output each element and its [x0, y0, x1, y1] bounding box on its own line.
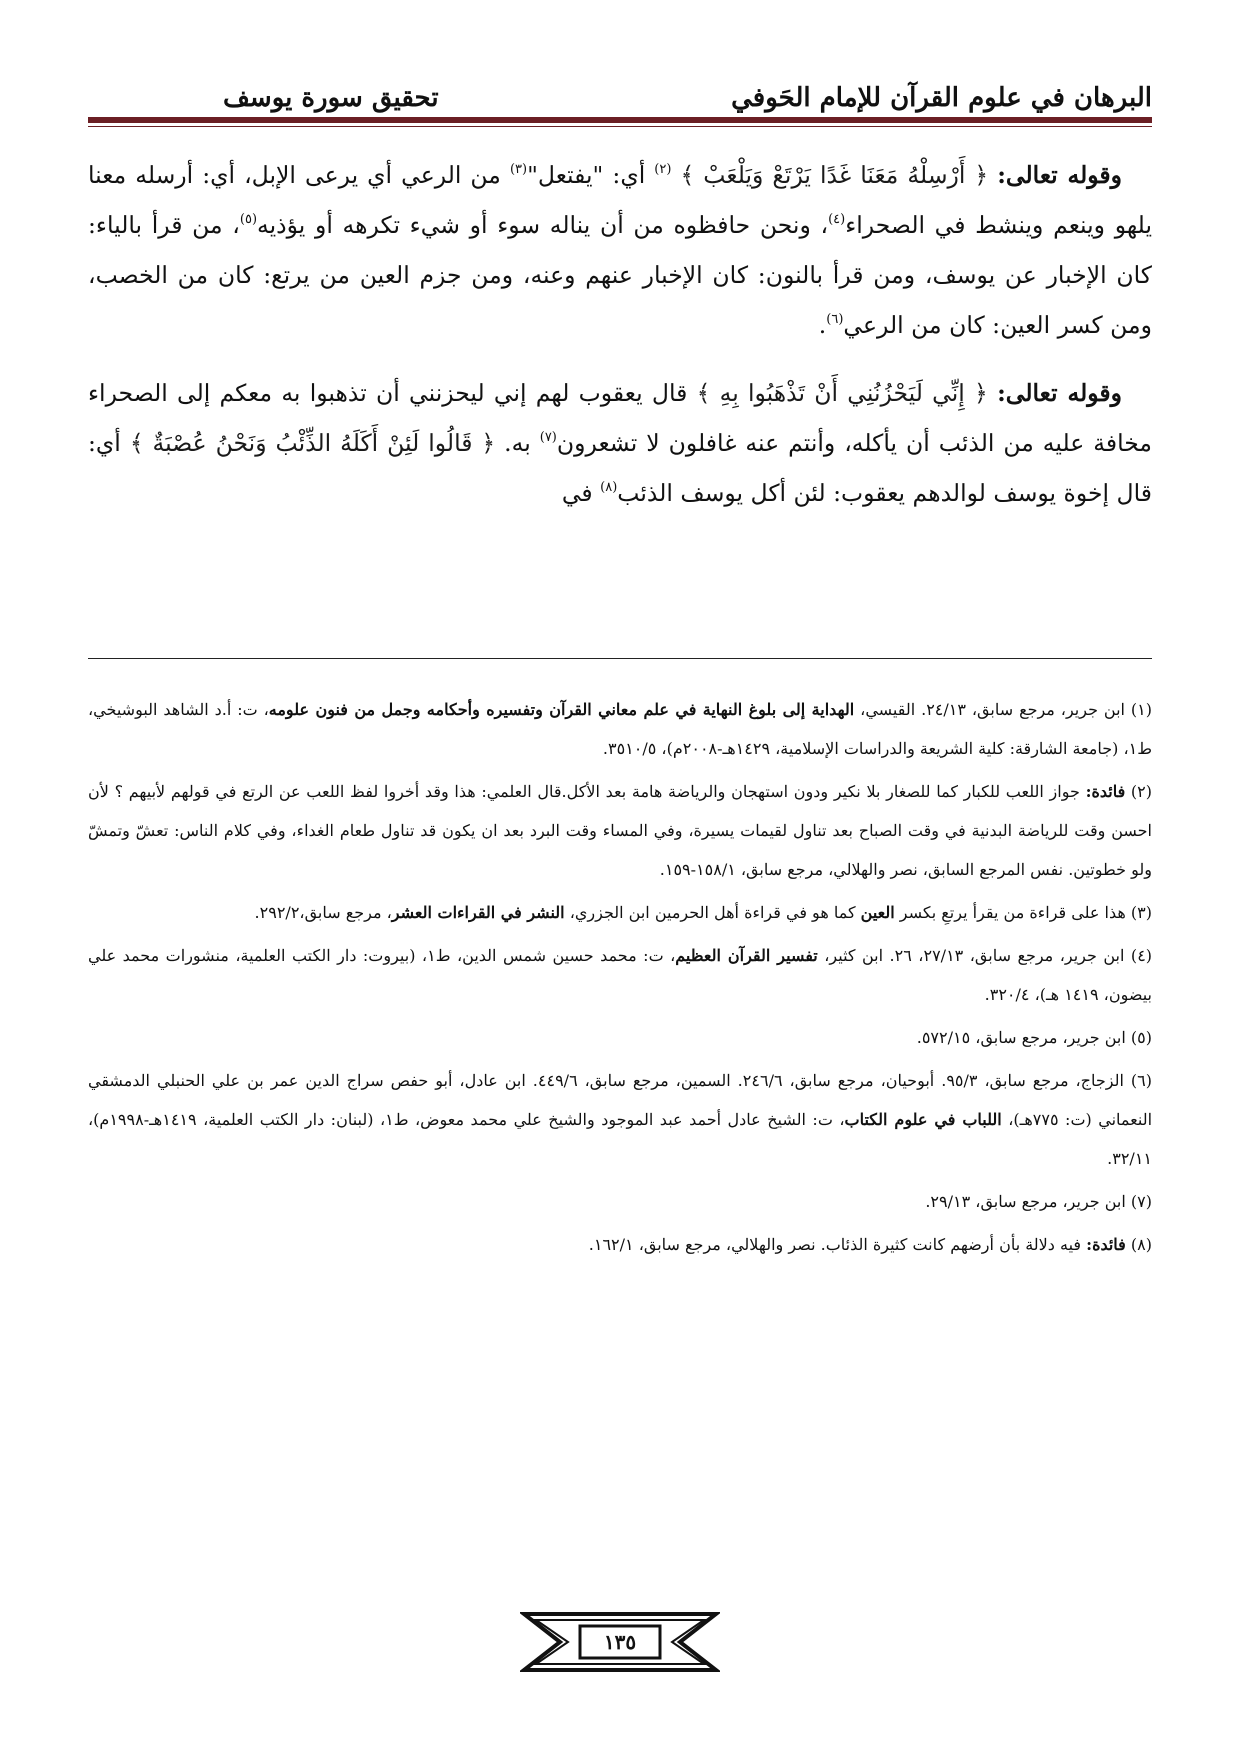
footnote-text: (٨): [1125, 1235, 1152, 1254]
footnote-ref: (٢): [654, 162, 672, 177]
body-text: به.: [495, 429, 540, 457]
body-text: قال يعقوب لهم إني ليحزنني أن تذهبوا به معكم إلى الصحراء مخافة عليه من الذئب أن يأكله، وأنتم عنه غافلون لا تشعرون: [88, 379, 1152, 457]
footnote-text: كما هو في قراءة أهل الحرمين ابن الجزري،: [564, 903, 861, 922]
footnote-text: (٣) هذا على قراءة من يقرأ يرتعِ بكسر: [894, 903, 1152, 922]
body-text: ، من قرأ بالياء: كان الإخبار عن يوسف، ومن قرأ بالنون: كان الإخبار عنهم وعنه، ومن جزم العين من يرتع: كان من الخصب، ومن كسر العين: كان من الرعي: [88, 211, 1152, 339]
footnote-4: [88, 936, 1152, 1014]
header-rule-thin: [88, 126, 1152, 127]
main-text: [88, 150, 1152, 518]
footnote-ref: (٥): [239, 212, 258, 227]
footnote-8: [88, 1225, 1152, 1264]
footnote-ref: (٦): [826, 312, 844, 327]
body-text: من الرعي أي يرعى الإبل، أي: أرسله معنا يلهو وينعم وينشط في الصحراء: [88, 161, 1152, 239]
footnote-book-title: النشر في القراءات العشر: [391, 903, 565, 922]
footnote-ref: (٣): [509, 162, 528, 177]
footnote-text: ، ت: أ.د الشاهد البوشيخي، ط١، (جامعة الشارقة: كلية الشريعة والدراسات الإسلامية، ١٤٢٩هـ-٢٠٠٨م)، ٣٥١٠/٥.: [88, 700, 1152, 758]
header-rule-thick: [88, 117, 1152, 123]
page-number-ornament: [520, 1608, 720, 1676]
footnote-book-title: تفسير القرآن العظيم: [675, 946, 818, 965]
footnote-ref: (٧): [539, 430, 557, 445]
footnote-3: [88, 893, 1152, 932]
paragraph-1: [88, 150, 1152, 350]
paragraph-2: [88, 368, 1152, 518]
footnote-book-title: اللباب في علوم الكتاب: [844, 1110, 1002, 1129]
footnote-6: [88, 1061, 1152, 1178]
page-number: ١٣٥: [603, 1630, 637, 1654]
quran-quote: ﴿ قَالُوا لَئِنْ أَكَلَهُ الذِّئْبُ وَنَحْنُ عُصْبَةٌ ﴾: [129, 429, 496, 457]
footnote-text: (٥) ابن جرير، مرجع سابق، ٥٧٢/١٥.: [916, 1028, 1152, 1047]
body-text: أي: "يفتعل": [527, 161, 646, 189]
footnote-text: جواز اللعب للكبار كما للصغار بلا نكير ودون استهجان والرياضة هامة بعد الأكل.قال العلمي: هذا وقد أخروا لفظ اللعب عن الرتع في قولهم لأبيهم ؟ لأن احسن وقت للرياضة البدنية في وقت الصباح بعد تناول لقيمات يسيرة، وفي المساء وقت البرد بعد ان يكون قد تناول طعام الغداء، وفي كلام الناس: تعشّ وتمشّ ولو خطوتين. نفس المرجع السابق، نصر والهلالي، مرجع سابق، ١٥٨/١-١٥٩.: [88, 782, 1152, 879]
quran-quote: ﴿ أَرْسِلْهُ مَعَنَا غَدًا يَرْتَعْ وَيَلْعَبْ ﴾: [680, 161, 989, 189]
body-text: .: [818, 311, 827, 339]
book-title: البرهان في علوم القرآن للإمام الحَوفي: [731, 82, 1152, 113]
footnote-1: [88, 690, 1152, 768]
body-text: ، ونحن حافظوه من أن يناله سوء أو شيء تكرهه أو يؤذيه: [257, 211, 829, 239]
verse-intro: وقوله تعالى:: [997, 161, 1122, 189]
footnote-text: ، ت: الشيخ عادل أحمد عبد الموجود والشيخ علي محمد معوض، ط١، (لبنان: دار الكتب العلمية، ١٤١٩هـ-١٩٩٨م)، ٣٢/١١.: [88, 1110, 1152, 1168]
footnotes: [88, 690, 1152, 1268]
footnote-text: ، ت: محمد حسين شمس الدين، ط١، (بيروت: دار الكتب العلمية، منشورات محمد علي بيضون، ١٤١٩ هـ)، ٣٢٠/٤.: [88, 946, 1152, 1004]
footnote-2: [88, 772, 1152, 889]
footnote-text: (٦) الزجاج، مرجع سابق، ٩٥/٣. أبوحيان، مرجع سابق، ٢٤٦/٦. السمين، مرجع سابق، ٤٤٩/٦. ابن عادل، أبو حفص سراج الدين عمر بن علي الحنبلي الدمشقي النعماني (ت: ٧٧٥هـ)،: [88, 1071, 1153, 1129]
footnote-text: (٤) ابن جرير، مرجع سابق، ٢٧/١٣، ٢٦. ابن كثير،: [817, 946, 1153, 965]
footnote-text: فيه دلالة بأن أرضهم كانت كثيرة الذئاب. نصر والهلالي، مرجع سابق، ١٦٢/١.: [588, 1235, 1087, 1254]
footnote-ref: (٤): [828, 212, 846, 227]
footnote-ref: (٨): [600, 480, 618, 495]
footnote-label: فائدة:: [1086, 1235, 1126, 1254]
verse-intro: وقوله تعالى:: [997, 379, 1122, 407]
running-header: [88, 62, 1152, 114]
footnote-book-title: الهداية إلى بلوغ النهاية في علم معاني القرآن وتفسيره وأحكامه وجمل من فنون علومه: [268, 700, 855, 719]
body-text: في: [561, 479, 601, 507]
footnote-text: ، مرجع سابق،٢٩٢/٢.: [254, 903, 392, 922]
footnote-text: (٢): [1125, 782, 1153, 801]
footnote-separator: [88, 658, 1152, 659]
footnote-text: (٧) ابن جرير، مرجع سابق، ٢٩/١٣.: [925, 1192, 1152, 1211]
body-text: أي: قال إخوة يوسف لوالدهم يعقوب: لئن أكل يوسف الذئب: [88, 429, 1152, 507]
section-title: تحقيق سورة يوسف: [223, 82, 439, 113]
footnote-emphasis: العين: [860, 903, 895, 922]
quran-quote: ﴿ إِنِّي لَيَحْزُنُنِي أَنْ تَذْهَبُوا بِهِ ﴾: [687, 379, 988, 407]
footnote-5: [88, 1018, 1152, 1057]
footnote-text: (١) ابن جرير، مرجع سابق، ٢٤/١٣. القيسي،: [854, 700, 1152, 719]
footnote-7: [88, 1182, 1152, 1221]
footnote-label: فائدة:: [1085, 782, 1126, 801]
